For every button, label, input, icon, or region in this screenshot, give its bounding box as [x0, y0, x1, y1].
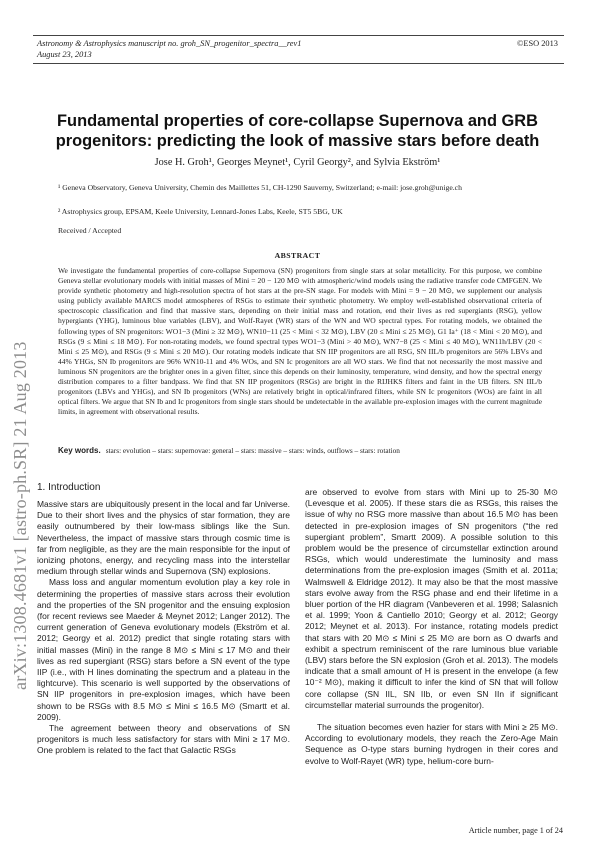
paragraph: Mass loss and angular momentum evolution play a key role in determining the properties of massive stars across their evolution and the properties of the SN progenitor and the ensuing explosion (for recent reviews see Maeder & Meynet 2012; Langer 2012). The current generation of Geneva evolutionary models (Ekström et al. 2012; Georgy et al. 2012) predict that single rotating stars with initial masses (Mini) in the range 8 M⊙ ≤ Mini ≤ 17 M⊙ and their lives as red supergiant (RSG) stars before a SN event of the type IIP (i.e., with H lines dominating the spectrum and a plateau in the lightcurve). This scenario is well supported by the observations of SN IIP progenitors in pre-explosion images, which have been shown to be RSGs with 8.5 M⊙ ≤ Mini ≤ 16.5 M⊙ (Smartt et al. 2009).: [37, 577, 290, 722]
section-heading: 1. Introduction: [37, 482, 101, 493]
paragraph: are observed to evolve from stars with Mini up to 25-30 M⊙ (Levesque et al. 2005). If these stars die as RSGs, this raises the issue of why no RSG more massive than about 16.5 M⊙ has been detected in pre-explosion images of SN progenitors (“the red supergiant problem”, Smartt 2009). A possible solution to this problem would be the presence of circumstellar extinction around RSGs, which would underestimate the luminosity and mass determinations from the pre-explosion images (Smith et al. 2011a; Walmswell & Eldridge 2012). It may also be that the most massive stars evolve away from the RSG phase and end their lifetime in a bluer portion of the HR diagram (Vanbeveren et al. 1998; Salasnich et al. 1999; Yoon & Cantiello 2010; Georgy et al. 2012; Georgy 2012; Meynet et al. 2013). For instance, rotating models predict that stars with 20 M⊙ ≤ Mini ≤ 25 M⊙ are born as O dwarfs and exhibit a spectrum reminiscent of the rare luminous blue variable (LBV) stars before the SN explosion (Groh et al. 2013). The models indicate that a small amount of H is present in the envelope (a few 10⁻² M⊙), making it difficult to infer the kind of SN that will follow core collapse (SN IIL, SN IIb, or even SN IIn if significant circumstellar material surrounds the progenitor).: [305, 487, 558, 710]
right-column: [305, 487, 558, 767]
title-line: progenitors: predicting the look of massive stars before death: [55, 132, 540, 150]
paragraph: The situation becomes even hazier for stars with Mini ≥ 25 M⊙. According to evolutionary models, they reach the Zero-Age Main Sequence as O-type stars burning hydrogen in their cores and evolve to Wolf-Rayet (WR) type, helium-core burn-: [305, 722, 558, 766]
header-rule-top: [33, 35, 564, 36]
title-line: Fundamental properties of core-collapse Supernova and GRB: [57, 112, 538, 130]
paper-title: [50, 111, 545, 151]
keywords: [58, 446, 542, 455]
page-footer: Article number, page 1 of 24: [468, 826, 563, 835]
header-rule-bottom: [33, 63, 564, 64]
paragraph: The agreement between theory and observations of SN progenitors is much less satisfactory for stars with Mini ≥ 17 M⊙. One problem is related to the fact that Galactic RSGs: [37, 723, 290, 756]
affiliation-2: ² Astrophysics group, EPSAM, Keele University, Lennard-Jones Labs, Keele, ST5 5BG, UK: [58, 207, 343, 216]
abstract-text: We investigate the fundamental properties of core-collapse Supernova (SN) progenitors from single stars at solar metallicity. For this purpose, we combine Geneva stellar evolutionary models with initial masses of Mini = 20 − 120 M⊙ with atmospheric/wind models using the radiative transfer code CMFGEN. We provide synthetic photometry and high-resolution spectra of hot stars at the pre-SN stage. For models with Mini = 9 − 20 M⊙, we supplement our analysis using publicly available MARCS model atmospheres of RSGs to estimate their synthetic photometry. We employ well-established observational criteria of spectroscopic classification and find that massive stars, depending on their initial mass and rotation, end their lives as red supergiants (RSG), yellow hypergiants (YHG), luminous blue variables (LBV), and Wolf-Rayet (WR) stars of the WN and WO spectral types. For rotating models, we obtained the following types of SN progenitors: WO1−3 (Mini ≥ 32 M⊙), WN10−11 (25 < Mini < 32 M⊙), LBV (20 ≤ Mini ≤ 25 M⊙), G1 Ia⁺ (18 < Mini < 20 M⊙), and RSGs (9 ≤ Mini ≤ 18 M⊙). For non-rotating models, we found spectral types WO1−3 (Mini > 40 M⊙), WN7−8 (25 < Mini ≤ 40 M⊙), WN11h/LBV (20 < Mini ≤ 25 M⊙), and RSGs (9 ≤ Mini ≤ 20 M⊙). Our rotating models indicate that SN IIP progenitors are all RSG, SN IIL/b progenitors are 56% LBVs and 44% YHGs, SN Ib progenitors are 96% WN10-11 and 4% WOs, and SN Ic progenitors are all WO stars. We find that not necessarily the most massive and luminous SN progenitors are the brighter ones in a given filter, since this depends on their luminosity, temperature, wind density, and how the spectral energy distribution compares to a filter bandpass. We find that SN IIP progenitors (RSGs) are bright in the RIJHKS filters and faint in the UB filters. SN IIL/b progenitors (LBVs and YHGs), and SN Ib progenitors (WNs) are relatively bright in optical/infrared filters, while SN Ic progenitors (WOs) are faint in all optical filters. We argue that SN Ib and Ic progenitors from single stars should be undetectable in the available pre-explosion images with the current magnitude limits, in agreement with observational results.: [58, 266, 542, 417]
left-column: [37, 499, 290, 757]
date-line: August 23, 2013: [37, 50, 92, 59]
keywords-label: Key words.: [58, 446, 101, 455]
copyright: ©ESO 2013: [516, 39, 558, 48]
arxiv-stamp: arXiv:1308.4681v1 [astro-ph.SR] 21 Aug 2013: [10, 341, 30, 690]
received-line: Received / Accepted: [58, 226, 122, 235]
keywords-text: stars: evolution – stars: supernovae: general – stars: massive – stars: winds, outflows – stars: rotation: [105, 446, 400, 455]
abstract-heading: ABSTRACT: [274, 251, 321, 260]
journal-line: Astronomy & Astrophysics manuscript no. groh_SN_progenitor_spectra__rev1: [37, 39, 302, 48]
paragraph: Massive stars are ubiquitously present in the local and far Universe. Due to their short lives and the physics of star formation, they are easily outnumbered by their low-mass siblings like the Sun. Nevertheless, the impact of massive stars through cosmic time is far from negligible, as they are the main responsible for the input of ionizing photons, energy, and recycling mass into the interstellar medium through stellar winds and Supernova (SN) explosions.: [37, 499, 290, 577]
author-list: Jose H. Groh¹, Georges Meynet¹, Cyril Georgy², and Sylvia Ekström¹: [154, 157, 441, 168]
affiliation-1: ¹ Geneva Observatory, Geneva University, Chemin des Maillettes 51, CH-1290 Sauverny, Switzerland; e-mail: jose.groh@unige.ch: [58, 183, 462, 192]
